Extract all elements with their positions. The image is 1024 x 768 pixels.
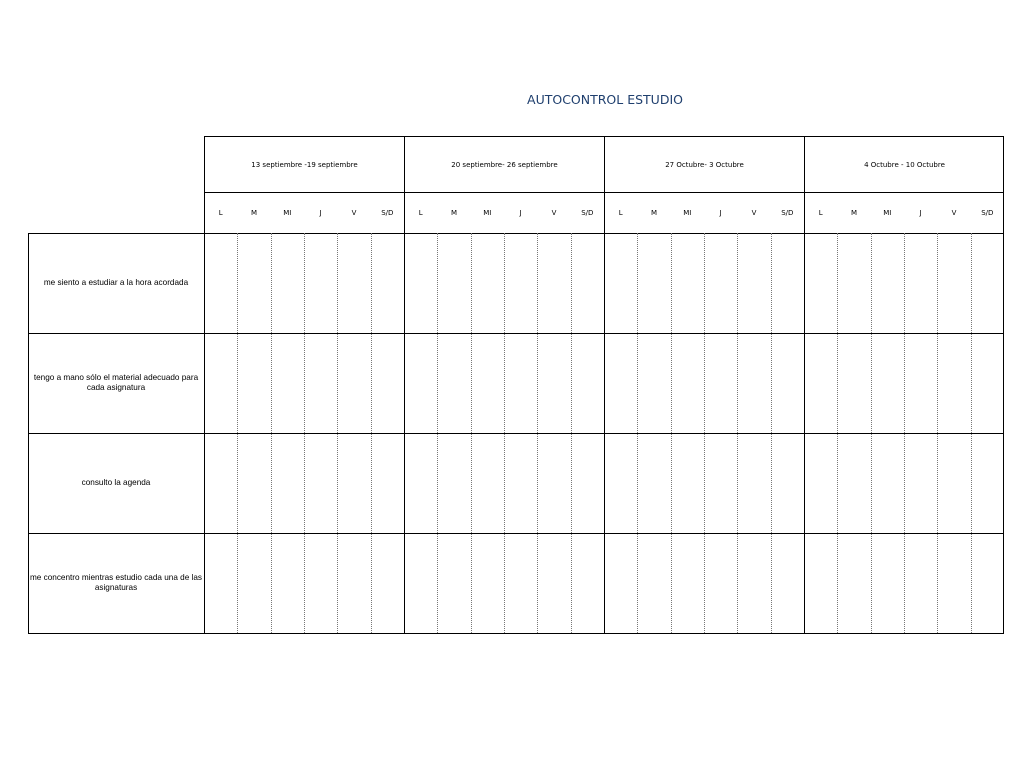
grid-line — [371, 233, 372, 633]
day-header: V — [551, 209, 557, 217]
day-header: MI — [483, 209, 492, 217]
grid-line — [437, 233, 438, 633]
day-header: MI — [883, 209, 892, 217]
day-header: V — [951, 209, 957, 217]
grid-line — [871, 233, 872, 633]
grid-line — [804, 193, 805, 233]
day-header: V — [751, 209, 757, 217]
grid-line — [937, 233, 938, 633]
grid-line — [971, 233, 972, 633]
day-header: L — [418, 209, 423, 217]
day-header: S/D — [781, 209, 794, 217]
row-label: me concentro mientras estudio cada una de las asignaturas — [29, 573, 203, 592]
grid-line — [537, 233, 538, 633]
grid-line — [771, 233, 772, 633]
week-header: 20 septiembre- 26 septiembre — [404, 136, 604, 193]
grid-line — [404, 233, 405, 633]
grid-line — [28, 233, 29, 633]
grid-line — [804, 233, 805, 633]
day-header: M — [450, 209, 458, 217]
week-header: 4 Octubre - 10 Octubre — [804, 136, 1004, 193]
day-header: S/D — [581, 209, 594, 217]
grid-line — [28, 633, 1004, 634]
row-label: consulto la agenda — [81, 478, 151, 487]
grid-line — [671, 233, 672, 633]
day-header: M — [650, 209, 658, 217]
grid-line — [604, 193, 605, 233]
grid-line — [271, 233, 272, 633]
grid-line — [1003, 233, 1004, 633]
day-header: J — [919, 209, 922, 217]
grid-line — [237, 233, 238, 633]
grid-line — [404, 193, 405, 233]
week-header: 13 septiembre -19 septiembre — [204, 136, 404, 193]
row-label: me siento a estudiar a la hora acordada — [43, 278, 189, 287]
day-header: MI — [283, 209, 292, 217]
grid-line — [904, 233, 905, 633]
day-header: L — [818, 209, 823, 217]
grid-line — [837, 233, 838, 633]
grid-line — [28, 433, 1004, 434]
grid-line — [471, 233, 472, 633]
day-header: M — [850, 209, 858, 217]
grid-line — [637, 233, 638, 633]
grid-line — [504, 233, 505, 633]
day-header: L — [218, 209, 223, 217]
day-header: L — [618, 209, 623, 217]
day-header: M — [250, 209, 258, 217]
day-header: S/D — [981, 209, 994, 217]
grid-line — [337, 233, 338, 633]
row-label: tengo a mano sólo el material adecuado para cada asignatura — [33, 373, 199, 392]
grid-line — [28, 333, 1004, 334]
grid-line — [28, 533, 1004, 534]
grid-line — [704, 233, 705, 633]
grid-line — [604, 233, 605, 633]
day-header: J — [319, 209, 322, 217]
week-header: 27 Octubre- 3 Octubre — [604, 136, 804, 193]
grid-line — [304, 233, 305, 633]
grid-line — [204, 233, 205, 633]
grid-line — [1003, 136, 1004, 193]
grid-line — [28, 233, 1004, 234]
page-title: AUTOCONTROL ESTUDIO — [527, 92, 683, 107]
day-header: J — [519, 209, 522, 217]
day-header: MI — [683, 209, 692, 217]
grid-line — [571, 233, 572, 633]
day-header: V — [351, 209, 357, 217]
grid-line — [737, 233, 738, 633]
day-header: S/D — [381, 209, 394, 217]
day-header: J — [719, 209, 722, 217]
grid-line — [204, 193, 205, 233]
grid-line — [1003, 193, 1004, 233]
